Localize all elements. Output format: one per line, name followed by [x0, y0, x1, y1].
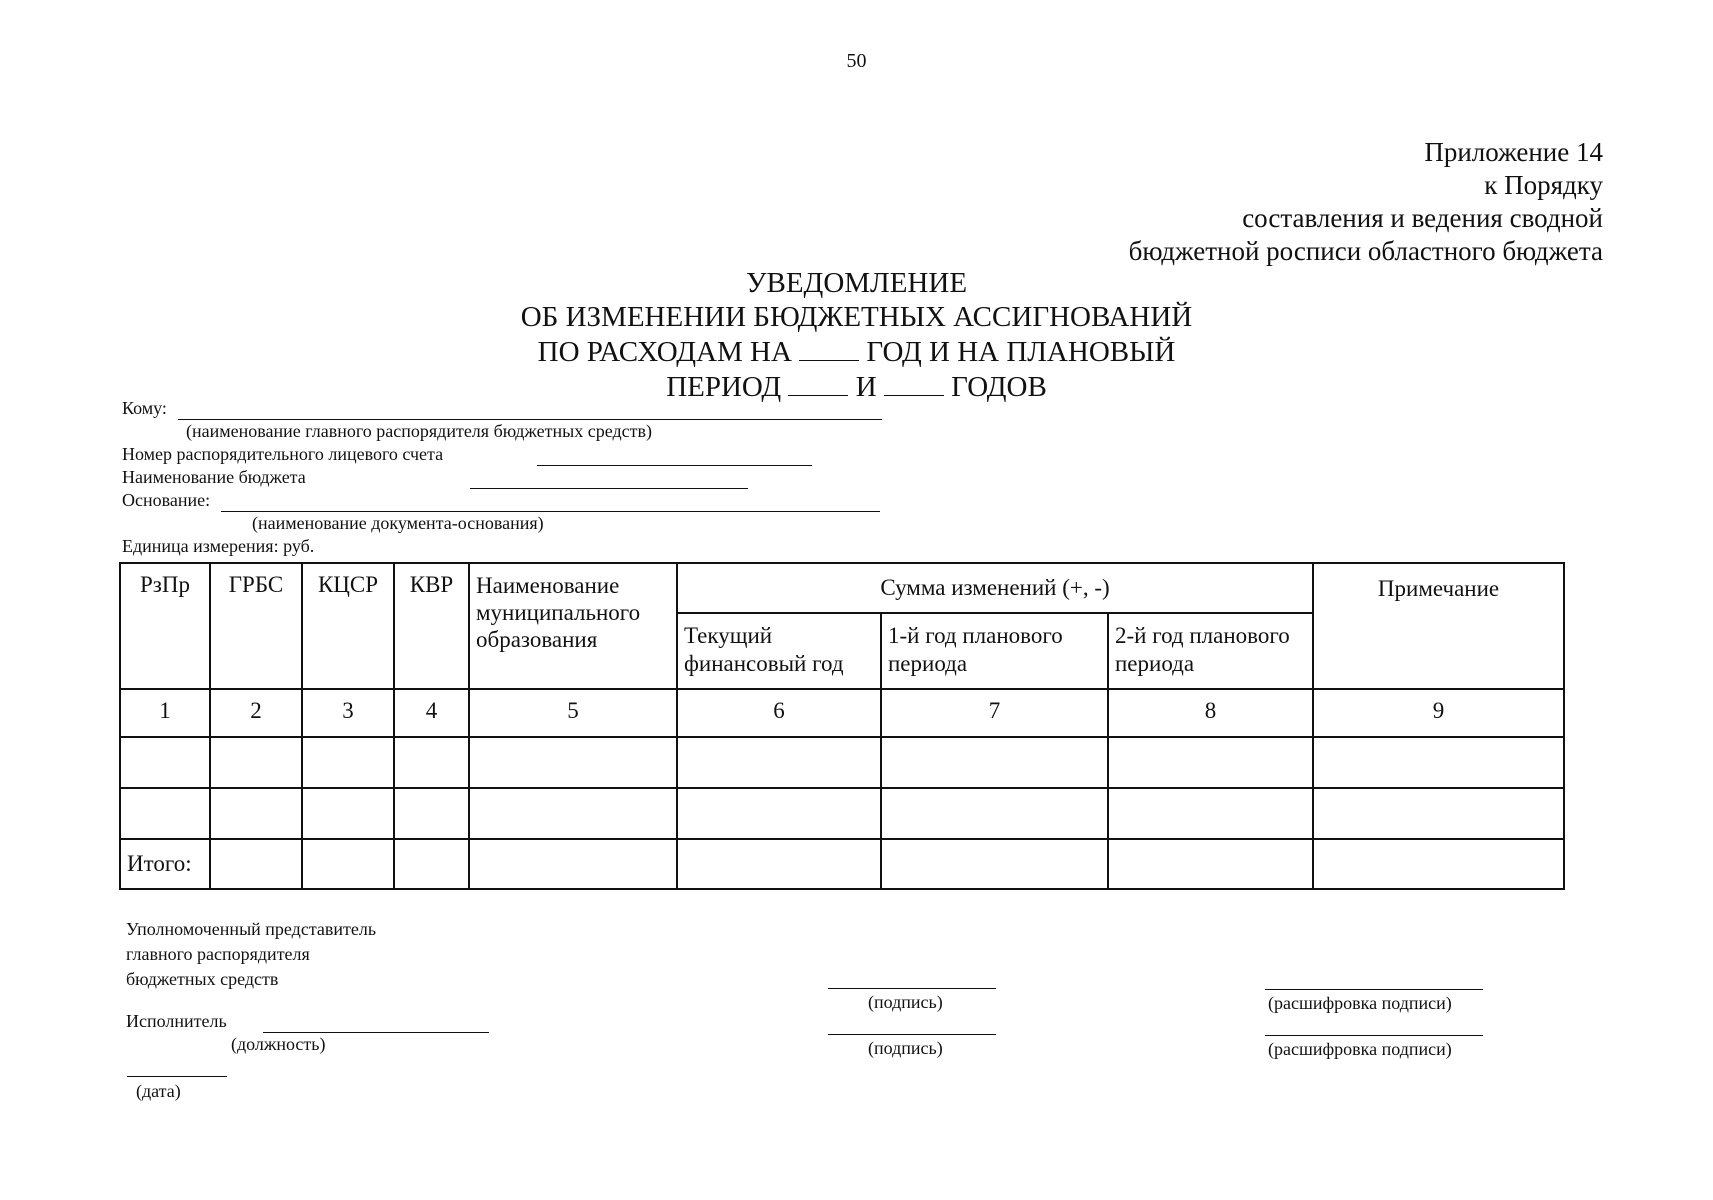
budget-label: Наименование бюджета — [122, 467, 306, 487]
appendix-line: Приложение 14 — [1424, 137, 1603, 167]
empty-cell — [210, 737, 302, 788]
column-number: 6 — [677, 689, 881, 737]
header-rzpr: РзПр — [120, 563, 210, 689]
table-row — [120, 788, 1564, 839]
position-line — [263, 1032, 489, 1033]
document-title — [0, 266, 1713, 404]
empty-cell — [1313, 839, 1564, 889]
table-row — [120, 737, 1564, 788]
column-numbers-row — [120, 689, 1564, 737]
signature-line-2 — [828, 1034, 996, 1035]
total-row — [120, 839, 1564, 889]
changes-table — [119, 562, 1565, 890]
empty-cell — [677, 788, 881, 839]
appendix-line: бюджетной росписи областного бюджета — [1128, 236, 1603, 266]
account-label: Номер распорядительного лицевого счета — [122, 444, 444, 464]
empty-cell — [120, 737, 210, 788]
date-hint: (дата) — [136, 1081, 181, 1101]
title-text: ГОДОВ — [951, 371, 1047, 403]
header-kvr: КВР — [394, 563, 469, 689]
title-text: ПЕРИОД — [666, 371, 782, 403]
to-label: Кому: — [122, 398, 167, 418]
date-line — [127, 1076, 227, 1077]
header-grbs: ГРБС — [210, 563, 302, 689]
column-number: 3 — [302, 689, 394, 737]
total-label: Итого: — [120, 839, 210, 889]
empty-cell — [120, 788, 210, 839]
column-number: 5 — [469, 689, 677, 737]
empty-cell — [677, 737, 881, 788]
appendix-line: к Порядку — [1484, 170, 1603, 200]
empty-cell — [394, 788, 469, 839]
appendix-line: составления и ведения сводной — [1242, 203, 1603, 233]
empty-cell — [1313, 788, 1564, 839]
empty-cell — [1108, 737, 1313, 788]
year-blank — [884, 369, 944, 396]
column-number: 9 — [1313, 689, 1564, 737]
year-blank — [799, 334, 859, 361]
decode-hint-2: (расшифровка подписи) — [1268, 1039, 1452, 1059]
empty-cell — [677, 839, 881, 889]
page-number: 50 — [846, 50, 867, 72]
basis-hint: (наименование документа-основания) — [252, 513, 544, 533]
to-line — [178, 419, 882, 420]
executor-label: Исполнитель — [126, 1011, 227, 1031]
basis-label: Основание: — [122, 490, 211, 510]
representative-line: бюджетных средств — [126, 969, 279, 989]
empty-cell — [210, 788, 302, 839]
signature-hint-1: (подпись) — [868, 992, 943, 1012]
unit-label: Единица измерения: руб. — [122, 536, 315, 556]
empty-cell — [302, 737, 394, 788]
column-number: 1 — [120, 689, 210, 737]
title-text: ГОД И НА ПЛАНОВЫЙ — [866, 336, 1176, 368]
header-plan-year-2: 2-й год планового периода — [1108, 613, 1313, 689]
representative-line: Уполномоченный представитель — [126, 919, 377, 939]
title-line — [0, 334, 1713, 369]
account-line — [537, 465, 812, 466]
empty-cell — [469, 788, 677, 839]
empty-cell — [881, 788, 1108, 839]
basis-line — [221, 511, 880, 512]
representative-line: главного распорядителя — [126, 944, 310, 964]
header-plan-year-1: 1-й год планового периода — [881, 613, 1108, 689]
title-text: И — [855, 371, 877, 403]
empty-cell — [210, 839, 302, 889]
empty-cell — [469, 839, 677, 889]
signature-hint-2: (подпись) — [868, 1038, 943, 1058]
to-hint: (наименование главного распорядителя бюджетных средств) — [186, 421, 652, 441]
appendix-block — [1129, 136, 1603, 268]
budget-line — [470, 488, 748, 489]
title-line: УВЕДОМЛЕНИЕ — [745, 267, 968, 299]
header-kcsr: КЦСР — [302, 563, 394, 689]
header-current-year: Текущий финансовый год — [677, 613, 881, 689]
column-number: 7 — [881, 689, 1108, 737]
empty-cell — [302, 839, 394, 889]
empty-cell — [881, 737, 1108, 788]
title-line — [0, 369, 1713, 404]
title-text: ПО РАСХОДАМ НА — [537, 336, 792, 368]
title-line: ОБ ИЗМЕНЕНИИ БЮДЖЕТНЫХ АССИГНОВАНИЙ — [520, 301, 1193, 333]
empty-cell — [469, 737, 677, 788]
header-sum: Сумма изменений (+, -) — [677, 563, 1313, 613]
representative-block — [126, 917, 376, 992]
header-note: Примечание — [1313, 563, 1564, 689]
decode-line-1 — [1265, 989, 1483, 990]
empty-cell — [302, 788, 394, 839]
column-number: 8 — [1108, 689, 1313, 737]
empty-cell — [1313, 737, 1564, 788]
decode-hint-1: (расшифровка подписи) — [1268, 993, 1452, 1013]
empty-cell — [394, 839, 469, 889]
position-hint: (должность) — [231, 1034, 326, 1054]
header-municipality: Наименование муниципального образования — [469, 563, 677, 689]
empty-cell — [1108, 788, 1313, 839]
year-blank — [788, 369, 848, 396]
column-number: 2 — [210, 689, 302, 737]
decode-line-2 — [1265, 1035, 1483, 1036]
empty-cell — [394, 737, 469, 788]
empty-cell — [1108, 839, 1313, 889]
column-number: 4 — [394, 689, 469, 737]
signature-line-1 — [828, 988, 996, 989]
empty-cell — [881, 839, 1108, 889]
